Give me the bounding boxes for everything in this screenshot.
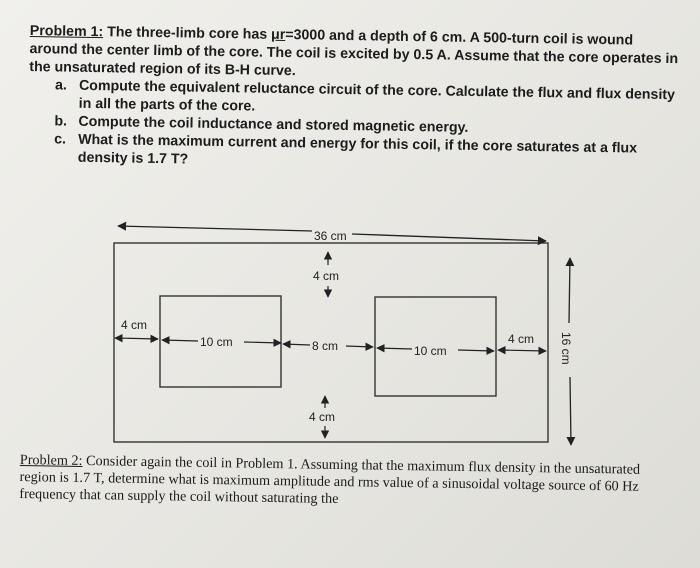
width-dimension-left: [118, 226, 312, 231]
width-dimension-right: [352, 234, 546, 241]
center-limb-dim-a: [283, 344, 310, 345]
subquestion-c-text: What is the maximum current and energy for this coil, if the core saturates at a flux density is 1.7 T?: [77, 131, 638, 168]
problem-1-intro-start: The three-limb core has: [107, 24, 272, 43]
left-window-dim-a: [162, 340, 198, 341]
subquestion-a-text: Compute the equivalent reluctance circuit of the core. Calculate the flux and flux density in all the parts of the core.: [78, 77, 676, 115]
right-limb-label: 4 cm: [508, 332, 535, 346]
center-limb-dim-b: [346, 346, 373, 347]
right-window-label: 10 cm: [414, 344, 447, 358]
subquestion-b-text: Compute the coil inductance and stored magnetic energy.: [78, 113, 469, 136]
right-window-dim-b: [458, 350, 494, 351]
subquestion-b-mark: b.: [54, 113, 68, 130]
mu-symbol: μr: [270, 26, 286, 44]
left-window-label: 10 cm: [200, 335, 233, 349]
left-window-dim-b: [244, 342, 281, 343]
problem-1-intro-rest: =3000 and a depth of 6 cm. A 500-turn coil is wound around the center limb of the core. The coil is excited by 0.5 A. Assume that the core operates in the unsaturated region of its B-H curve.: [29, 27, 679, 80]
subquestion-a-mark: a.: [54, 77, 67, 94]
bottom-limb-label: 4 cm: [309, 410, 336, 424]
right-limb-dimension: [498, 350, 546, 351]
problem-1-label: Problem 1:: [29, 22, 104, 41]
top-limb-label: 4 cm: [313, 269, 340, 283]
center-limb-label: 8 cm: [312, 339, 339, 353]
left-limb-label: 4 cm: [121, 318, 148, 332]
height-dimension-bottom: [570, 377, 571, 445]
total-height-label: 16 cm: [559, 332, 573, 365]
problem-2-text: Consider again the coil in Problem 1. Assuming that the maximum flux density in the unsaturated region is 1.7 T, determine what is maximum amplitude and rms value of a sinusoidal voltage source of 60 Hz frequency that can supply the coil without saturating the: [19, 452, 641, 508]
height-dimension-top: [569, 258, 570, 323]
left-limb-dimension: [115, 338, 158, 339]
subquestion-c-mark: c.: [54, 131, 67, 148]
problem-2: [19, 452, 645, 513]
right-window-dim-a: [377, 348, 412, 349]
total-width-label: 36 cm: [314, 229, 347, 243]
problem-2-label: Problem 2:: [19, 452, 83, 469]
